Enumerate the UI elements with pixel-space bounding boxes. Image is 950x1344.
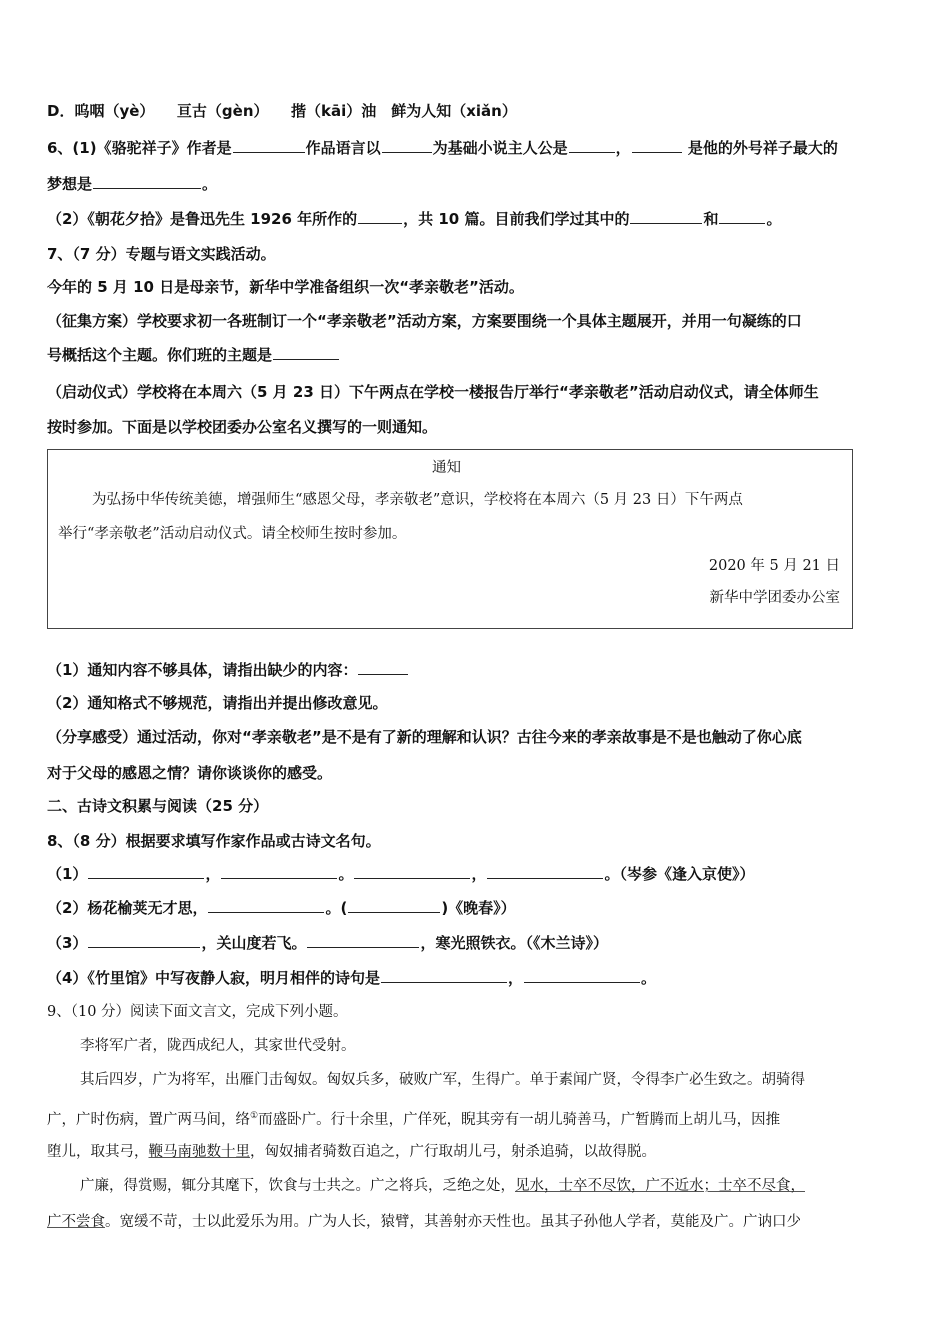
question-9-title: 9、（10 分）阅读下面文言文，完成下列小题。 (47, 1004, 348, 1020)
passage-paragraph-2-cont: 堕儿，取其弓，鞭马南驰数十里，匈奴捕者骑数百追之，广行取胡儿弓，射杀追骑，以故得脱。 (47, 1144, 656, 1160)
answer-blank[interactable] (632, 138, 682, 153)
question-8-title: 8、（8 分）根据要求填写作家作品或古诗文名句。 (47, 832, 381, 850)
question-8-1: （1） ， 。 ， 。（岑参《逢入京使》） (47, 865, 755, 883)
passage-paragraph-3: 广廉，得赏赐，辄分其麾下，饮食与士共之。广之将兵，乏绝之处，见水，士卒不尽饮，广不近水；士卒不尽食， (80, 1178, 805, 1194)
question-8-2: （2）杨花榆荚无才思， 。( )《晚春》） (47, 899, 516, 917)
question-7-intro: 今年的 5 月 10 日是母亲节，新华中学准备组织一次“孝亲敬老”活动。 (47, 278, 524, 296)
underlined-sentence: 鞭马南驰数十里 (148, 1144, 250, 1160)
question-7-plan-cont: 号概括这个主题。你们班的主题是 (47, 345, 340, 365)
answer-blank[interactable] (273, 345, 339, 360)
option-d: D．呜咽（yè） 亘古（gèn） 揩（kāi）油 鲜为人知（xiǎn） (47, 102, 517, 120)
question-8-3: （3） ，关山度若飞。 ，寒光照铁衣。（《木兰诗》） (47, 934, 608, 952)
question-7-sub-1: （1）通知内容不够具体，请指出缺少的内容： (47, 660, 409, 680)
footnote-marker: ① (250, 1111, 259, 1121)
answer-blank[interactable] (233, 138, 305, 153)
answer-blank[interactable] (630, 209, 702, 224)
answer-blank[interactable] (358, 660, 408, 675)
answer-blank[interactable] (221, 864, 337, 879)
answer-blank[interactable] (524, 968, 640, 983)
passage-paragraph-1: 李将军广者，陇西成纪人，其家世代受射。 (80, 1038, 356, 1054)
answer-blank[interactable] (88, 933, 200, 948)
question-7-title: 7、（7 分）专题与语文实践活动。 (47, 245, 276, 263)
answer-blank[interactable] (354, 864, 470, 879)
question-7-share: （分享感受）通过活动，你对“孝亲敬老”是不是有了新的理解和认识？古往今来的孝亲故事是不是也触动了你心底 (47, 728, 802, 746)
passage-paragraph-2-cont: 广，广时伤病，置广两马间，络①而盛卧广。行十余里，广佯死，睨其旁有一胡儿骑善马，广暂腾而上胡儿马，因推 (47, 1111, 781, 1128)
question-7-launch: （启动仪式）学校将在本周六（5 月 23 日）下午两点在学校一楼报告厅举行“孝亲敬老”活动启动仪式，请全体师生 (47, 383, 819, 401)
notice-body-cont: 举行“孝亲敬老”活动启动仪式。请全校师生按时参加。 (58, 526, 407, 542)
notice-title: 通知 (432, 460, 461, 476)
answer-blank[interactable] (719, 209, 765, 224)
answer-blank[interactable] (88, 864, 204, 879)
answer-blank[interactable] (382, 138, 432, 153)
answer-blank[interactable] (348, 898, 440, 913)
answer-blank[interactable] (307, 933, 419, 948)
answer-blank[interactable] (381, 968, 507, 983)
passage-paragraph-2: 其后四岁，广为将军，出雁门击匈奴。匈奴兵多，破败广军，生得广。单于素闻广贤，令得李广必生致之。胡骑得 (80, 1072, 805, 1088)
question-7-share-cont: 对于父母的感恩之情？请你谈谈你的感受。 (47, 764, 333, 782)
notice-box (47, 449, 853, 629)
answer-blank[interactable] (358, 209, 402, 224)
underlined-sentence: 广不尝食 (47, 1214, 105, 1230)
question-6-part-1-cont: 梦想是 。 (47, 175, 218, 193)
underlined-sentence: 见水，士卒不尽饮，广不近水；士卒不尽食， (515, 1178, 805, 1194)
answer-blank[interactable] (569, 138, 615, 153)
question-7-sub-2: （2）通知格式不够规范，请指出并提出修改意见。 (47, 694, 388, 712)
question-7-plan: （征集方案）学校要求初一各班制订一个“孝亲敬老”活动方案，方案要围绕一个具体主题展开，并用一句凝练的口 (47, 312, 802, 330)
notice-date: 2020 年 5 月 21 日 (708, 558, 840, 574)
answer-blank[interactable] (93, 174, 201, 189)
question-7-launch-cont: 按时参加。下面是以学校团委办公室名义撰写的一则通知。 (47, 418, 438, 436)
question-6-part-2: （2）《朝花夕拾》是鲁迅先生 1926 年所作的 ，共 10 篇。目前我们学过其中的 和 。 (47, 210, 782, 228)
passage-paragraph-3-cont: 广不尝食。宽缓不苛，士以此爱乐为用。广为人长，猿臂，其善射亦天性也。虽其子孙他人学者，莫能及广。广讷口少 (47, 1214, 801, 1230)
notice-body: 为弘扬中华传统美德，增强师生“感恩父母，孝亲敬老”意识，学校将在本周六（5 月 23 日）下午两点 (92, 492, 743, 508)
section-2-heading: 二、古诗文积累与阅读（25 分） (47, 797, 269, 815)
answer-blank[interactable] (208, 898, 324, 913)
question-6-part-1: 6、(1)《骆驼祥子》作者是 作品语言以 为基础小说主人公是 ， 是他的外号祥子最大的 (47, 139, 838, 157)
answer-blank[interactable] (487, 864, 603, 879)
notice-signature: 新华中学团委办公室 (709, 590, 840, 606)
question-8-4: （4）《竹里馆》中写夜静人寂，明月相伴的诗句是 ， 。 (47, 969, 656, 987)
